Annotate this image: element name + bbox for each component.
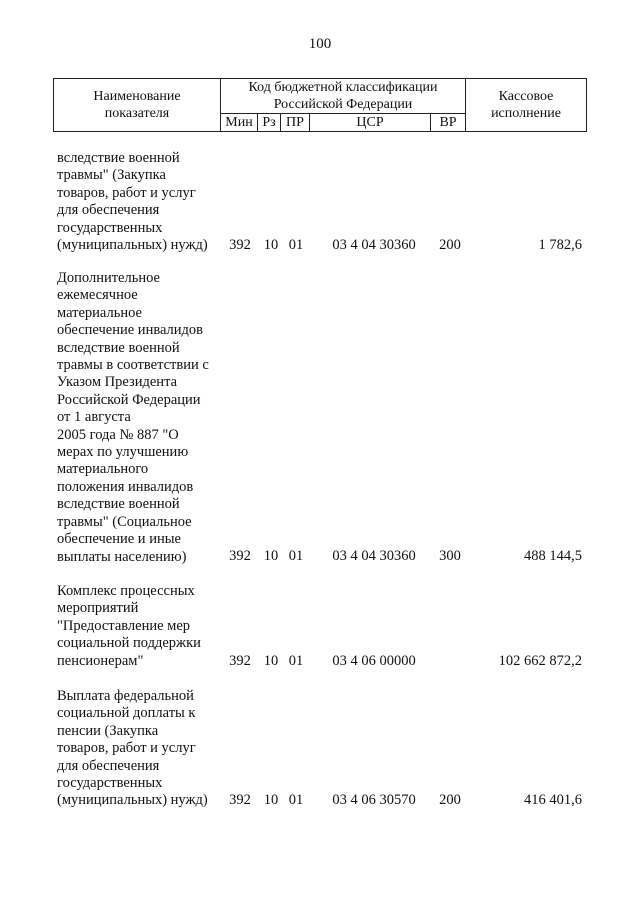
header-rz: Рз: [258, 114, 281, 132]
header-code-line: Код бюджетной классификации: [248, 80, 438, 95]
row-name-line: Выплата федеральной: [57, 688, 194, 704]
row-name-line: материальное: [57, 304, 142, 321]
row-name-line: травмы" (Закупка: [57, 167, 166, 184]
cell-csr: 03 4 06 00000: [332, 652, 416, 669]
row-name-line: выплаты населению): [57, 548, 187, 565]
row-name-line: обеспечение инвалидов: [57, 322, 204, 339]
row-name: [57, 688, 229, 810]
cell-pr: 01: [288, 652, 304, 669]
row-name-line: вследствие военной: [57, 150, 180, 166]
cell-pr: 01: [288, 792, 304, 809]
row-name-line: Российской Федерации: [57, 391, 201, 408]
page-number: 100: [308, 36, 332, 52]
cell-min: 392: [229, 652, 251, 669]
row-name-line: вследствие военной: [57, 339, 180, 356]
row-name-line: травмы" (Социальное: [57, 513, 192, 530]
cell-rz: 10: [263, 652, 279, 669]
cell-pr: 01: [288, 237, 304, 253]
row-name-line: Дополнительное: [57, 270, 160, 286]
row-name-line: для обеспечения: [57, 202, 160, 219]
header-vr: ВР: [431, 114, 466, 132]
row-name-line: для обеспечения: [57, 757, 160, 774]
row-name-line: обеспечение и иные: [57, 531, 181, 548]
header-csr: ЦСР: [310, 114, 431, 132]
cell-sum: 488 144,5: [524, 548, 582, 565]
row-name: [57, 150, 229, 254]
cell-csr: 03 4 06 30570: [332, 792, 416, 809]
cell-vr: 200: [439, 237, 461, 253]
row-name-line: мерах по улучшению: [57, 444, 189, 461]
header-min: Мин: [221, 114, 258, 132]
row-name: [57, 583, 229, 670]
header-code-group: [221, 79, 466, 114]
cell-sum: 1 782,6: [538, 237, 582, 253]
cell-rz: 10: [263, 237, 279, 253]
row-name-line: товаров, работ и услуг: [57, 740, 196, 757]
cell-csr: 03 4 04 30360: [332, 548, 416, 565]
header-sum-line: Кассовое: [498, 89, 554, 104]
row-name-line: товаров, работ и услуг: [57, 184, 196, 201]
row-name: [57, 270, 229, 566]
row-name-line: вследствие военной: [57, 496, 180, 513]
cell-sum: 102 662 872,2: [498, 652, 582, 669]
row-name-line: 2005 года № 887 "О: [57, 426, 179, 443]
row-name-line: Указом Президента: [57, 374, 178, 391]
table-header: [53, 78, 587, 132]
row-name-line: ежемесячное: [57, 287, 138, 304]
row-name-line: государственных: [57, 775, 163, 792]
cell-rz: 10: [263, 548, 279, 565]
row-name-line: материального: [57, 461, 149, 478]
header-code-line: Российской Федерации: [273, 97, 413, 112]
row-name-line: социальной поддержки: [57, 635, 201, 652]
cell-min: 392: [229, 548, 251, 565]
header-name-line: Наименование: [93, 89, 181, 104]
row-name-line: Комплекс процессных: [57, 583, 195, 599]
header-sum-line: исполнение: [491, 106, 561, 121]
cell-min: 392: [229, 792, 251, 809]
cell-min: 392: [229, 237, 251, 253]
cell-rz: 10: [263, 792, 279, 809]
row-name-line: "Предоставление мер: [57, 617, 191, 634]
header-pr: ПР: [281, 114, 310, 132]
row-name-line: государственных: [57, 219, 163, 236]
row-name-line: положения инвалидов: [57, 478, 194, 495]
cell-vr: 200: [439, 792, 461, 809]
row-name-line: от 1 августа: [57, 409, 131, 426]
row-name-line: (муниципальных) нужд): [57, 237, 208, 254]
header-sum-col: [466, 79, 587, 132]
cell-csr: 03 4 04 30360: [332, 237, 416, 253]
row-name-line: пенсионерам": [57, 652, 144, 669]
row-name-line: мероприятий: [57, 600, 139, 617]
row-name-line: травмы в соответствии с: [57, 357, 209, 374]
row-name-line: пенсии (Закупка: [57, 722, 159, 739]
header-name-line: показателя: [104, 106, 170, 121]
row-name-line: социальной доплаты к: [57, 705, 196, 722]
cell-pr: 01: [288, 548, 304, 565]
header-name-col: [54, 79, 221, 132]
cell-vr: 300: [439, 548, 461, 565]
cell-sum: 416 401,6: [524, 792, 582, 809]
row-name-line: (муниципальных) нужд): [57, 792, 208, 809]
